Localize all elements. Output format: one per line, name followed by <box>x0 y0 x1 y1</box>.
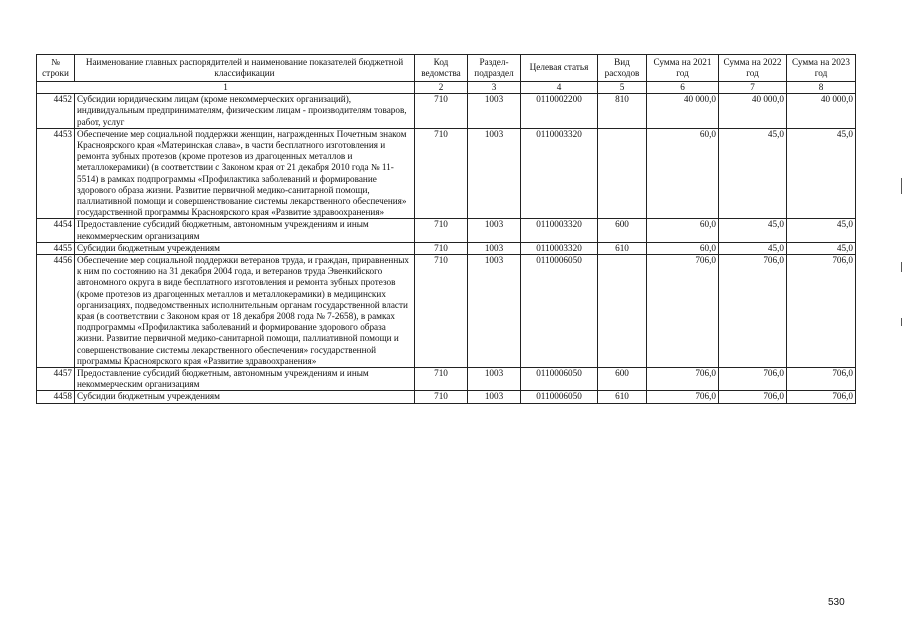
target-item-cell: 0110006050 <box>521 391 598 403</box>
header-department-code: Код ведомства <box>415 55 468 82</box>
sum-2023-cell: 40 000,0 <box>787 94 856 129</box>
section-cell: 1003 <box>468 94 521 129</box>
department-code-cell: 710 <box>415 255 468 368</box>
sum-2022-cell: 45,0 <box>719 128 787 219</box>
table-row <box>37 219 856 242</box>
expense-type-cell: 610 <box>598 242 647 254</box>
sum-2022-cell: 706,0 <box>719 391 787 403</box>
table-row <box>37 255 856 368</box>
expense-type-cell: 610 <box>598 391 647 403</box>
target-item-cell: 0110003320 <box>521 242 598 254</box>
sum-2023-cell: 45,0 <box>787 219 856 242</box>
table-row <box>37 128 856 219</box>
target-item-cell: 0110006050 <box>521 368 598 391</box>
page-number: 530 <box>828 597 845 608</box>
header-sum-2023: Сумма на 2023 год <box>787 55 856 82</box>
column-number: 7 <box>719 82 787 94</box>
target-item-cell: 0110003320 <box>521 128 598 219</box>
expense-type-cell <box>598 128 647 219</box>
budget-table <box>36 54 856 404</box>
department-code-cell: 710 <box>415 391 468 403</box>
department-code-cell: 710 <box>415 94 468 129</box>
section-cell: 1003 <box>468 242 521 254</box>
column-number: 2 <box>415 82 468 94</box>
target-item-cell: 0110006050 <box>521 255 598 368</box>
name-cell: Субсидии бюджетным учреждениям <box>75 242 415 254</box>
expense-type-cell <box>598 255 647 368</box>
expense-type-cell: 600 <box>598 219 647 242</box>
column-number: 5 <box>598 82 647 94</box>
section-cell: 1003 <box>468 368 521 391</box>
sum-2021-cell: 60,0 <box>647 242 719 254</box>
sum-2022-cell: 40 000,0 <box>719 94 787 129</box>
name-cell: Обеспечение мер социальной поддержки ветеранов труда, и граждан, приравненных к ним по состоянию на 31 декабря 2004 года, и ветеранов труда Эвенкийского автономного округа в виде бесплатного изготовления и ремонта зубных протезов (кроме протезов из драгоценных металлов и металлокерамики) в медицинских организациях, подведомственных исполнительным органам государственной власти края (в соответствии с Законом края от 18 декабря 2008 года № 7-2658), в рамках подпрограммы «Профилактика заболеваний и формирование здорового образа жизни. Развитие первичной медико-санитарной помощи, паллиативной помощи и совершенствование системы лекарственного обеспечения» государственной программы Красноярского края «Развитие здравоохранения» <box>75 255 415 368</box>
section-cell: 1003 <box>468 391 521 403</box>
header-target-item: Целевая статья <box>521 55 598 82</box>
scan-edge-mark <box>901 262 902 272</box>
sum-2023-cell: 45,0 <box>787 242 856 254</box>
target-item-cell: 0110003320 <box>521 219 598 242</box>
column-number: 6 <box>647 82 719 94</box>
table-row <box>37 368 856 391</box>
name-cell: Обеспечение мер социальной поддержки женщин, награжденных Почетным знаком Красноярского края «Материнская слава», в части бесплатного изготовления и ремонта зубных протезов (кроме протезов из драгоценных металлов и металлокерамики) (в соответствии с Законом края от 21 декабря 2010 года № 11-5514) в рамках подпрограммы «Профилактика заболеваний и формирование здорового образа жизни. Развитие первичной медико-санитарной помощи, паллиативной помощи и совершенствование системы лекарственного обеспечения» государственной программы Красноярского края «Развитие здравоохранения» <box>75 128 415 219</box>
row-number-cell: 4452 <box>37 94 75 129</box>
target-item-cell: 0110002200 <box>521 94 598 129</box>
header-row-number: № строки <box>37 55 75 82</box>
sum-2023-cell: 706,0 <box>787 391 856 403</box>
table-body <box>37 94 856 403</box>
table-row <box>37 242 856 254</box>
header-section: Раздел-подраздел <box>468 55 521 82</box>
name-cell: Субсидии бюджетным учреждениям <box>75 391 415 403</box>
scan-edge-mark <box>901 318 902 326</box>
column-number: 3 <box>468 82 521 94</box>
sum-2022-cell: 45,0 <box>719 242 787 254</box>
sum-2021-cell: 40 000,0 <box>647 94 719 129</box>
row-number-cell: 4458 <box>37 391 75 403</box>
expense-type-cell: 600 <box>598 368 647 391</box>
sum-2021-cell: 60,0 <box>647 128 719 219</box>
sum-2023-cell: 45,0 <box>787 128 856 219</box>
name-cell: Субсидии юридическим лицам (кроме некоммерческих организаций), индивидуальным предпринимателям, физическим лицам - производителям товаров, работ, услуг <box>75 94 415 129</box>
header-sum-2021: Сумма на 2021 год <box>647 55 719 82</box>
header-row <box>37 55 856 82</box>
department-code-cell: 710 <box>415 219 468 242</box>
header-name: Наименование главных распорядителей и наименование показателей бюджетной классификации <box>75 55 415 82</box>
table-row <box>37 94 856 129</box>
row-number-cell: 4456 <box>37 255 75 368</box>
section-cell: 1003 <box>468 128 521 219</box>
section-cell: 1003 <box>468 255 521 368</box>
sum-2021-cell: 706,0 <box>647 368 719 391</box>
sum-2023-cell: 706,0 <box>787 255 856 368</box>
row-number-cell: 4455 <box>37 242 75 254</box>
section-cell: 1003 <box>468 219 521 242</box>
sum-2022-cell: 45,0 <box>719 219 787 242</box>
department-code-cell: 710 <box>415 128 468 219</box>
row-number-cell: 4453 <box>37 128 75 219</box>
sum-2021-cell: 706,0 <box>647 255 719 368</box>
sum-2021-cell: 706,0 <box>647 391 719 403</box>
column-number: 1 <box>37 82 415 94</box>
sum-2023-cell: 706,0 <box>787 368 856 391</box>
scan-edge-mark <box>901 178 902 194</box>
sum-2022-cell: 706,0 <box>719 255 787 368</box>
name-cell: Предоставление субсидий бюджетным, автономным учреждениям и иным некоммерческим организациям <box>75 368 415 391</box>
row-number-cell: 4454 <box>37 219 75 242</box>
table-row <box>37 391 856 403</box>
expense-type-cell: 810 <box>598 94 647 129</box>
department-code-cell: 710 <box>415 242 468 254</box>
department-code-cell: 710 <box>415 368 468 391</box>
header-sum-2022: Сумма на 2022 год <box>719 55 787 82</box>
name-cell: Предоставление субсидий бюджетным, автономным учреждениям и иным некоммерческим организациям <box>75 219 415 242</box>
column-number: 4 <box>521 82 598 94</box>
sum-2021-cell: 60,0 <box>647 219 719 242</box>
sum-2022-cell: 706,0 <box>719 368 787 391</box>
column-number: 8 <box>787 82 856 94</box>
column-number-row <box>37 82 856 94</box>
row-number-cell: 4457 <box>37 368 75 391</box>
header-expense-type: Вид расходов <box>598 55 647 82</box>
